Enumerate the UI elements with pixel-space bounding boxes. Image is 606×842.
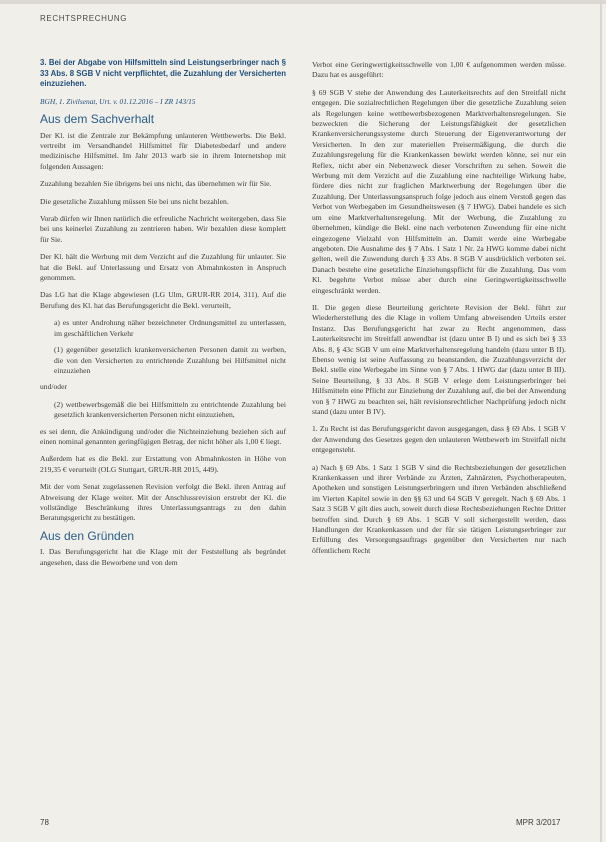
order-item-1: (1) gegenüber gesetzlich krankenversicherten Personen damit zu werben, die von den Versicherten zu entrichtende Zuzahlung bei Hilfsmittel nicht einzuziehen <box>54 345 286 375</box>
page-top-edge <box>0 0 606 4</box>
quote: Zuzahlung bezahlen Sie übrigens bei uns nicht, das übernehmen wir für Sie. <box>40 179 272 189</box>
heading-reasons: Aus den Gründen <box>40 528 135 543</box>
order-item-a: a) es unter Androhung näher bezeichneter Ordnungsmittel zu unterlassen, im geschäftlichen Verkehr <box>54 318 286 338</box>
right-column <box>312 60 566 563</box>
page-gutter <box>600 0 602 842</box>
paragraph: I. Das Berufungsgericht hat die Klage mit der Feststellung als begründet angesehen, dass die Beworbene und von dem <box>40 547 286 567</box>
conjunction: und/oder <box>40 382 67 392</box>
quote: Die gesetzliche Zuzahlung müssen Sie bei uns nicht bezahlen. <box>40 196 229 206</box>
paragraph: a) Nach § 69 Abs. 1 Satz 1 SGB V sind die Rechtsbeziehungen der gesetzlichen Krankenkassen und ihrer Verbände zu Ärzten, Zahnärzten, Psychotherapeuten, Apotheken und sonstigen Leistungserbringern und ihren Verbänden abschließend im Vierten Kapitel sowie in den §§ 63 und 64 SGB V geregelt. Nach § 69 Abs. 1 Satz 3 SGB V gilt dies auch, soweit durch diese Rechtsbeziehungen Rechte Dritter betroffen sind. Durch § 69 Abs. 1 SGB V soll sichergestellt werden, dass Handlungen der Krankenkassen und der für sie tätigen Leistungserbringer zur Erfüllung des Versorgungsauftrags gegenüber den Versicherten nur nach öffentlichem Recht <box>312 462 566 555</box>
quote: Vorab dürfen wir Ihnen natürlich die erfreuliche Nachricht weitergeben, dass Sie bei uns keinerlei Zuzahlung zu zentrieren haben. Wir bezahlen diese komplett für Sie. <box>40 214 286 244</box>
left-column <box>40 58 286 575</box>
paragraph: Das LG hat die Klage abgewiesen (LG Ulm, GRUR-RR 2014, 311). Auf die Berufung des Kl. hat das Berufungsgericht die Bekl. verurteilt, <box>40 290 286 310</box>
paragraph: Außerdem hat es die Bekl. zur Erstattung von Abmahnkosten in Höhe von 219,35 € verurteilt (OLG Stuttgart, GRUR-RR 2015, 449). <box>40 454 286 474</box>
running-head: RECHTSPRECHUNG <box>40 14 128 23</box>
paragraph: Mit der vom Senat zugelassenen Revision verfolgt die Bekl. ihren Antrag auf Abweisung der Klage weiter. Mit der Anschlussrevision erstrebt der Kl. die vollständige Beschränkung ihres Unterlassungsantrags zu den dahin Beratungsgericht zu bestätigen. <box>40 482 286 523</box>
paragraph: II. Die gegen diese Beurteilung gerichtete Revision der Bekl. führt zur Wiederherstellung des die Klage in vollem Umfang abweisenden Urteils erster Instanz. Das Berufungsgericht hat zwar zu Recht angenommen, dass Lauterkeitsrecht im Streitfall anwendbar ist (dazu unter B I) und es sich bei § 33 Abs. 8, § 43c SGB V um eine Marktverhaltensregelung handeln (dazu unter B II). Ebenso wenig ist seine Auffassung zu beanstanden, die Zuzahlungsverzicht der Bekl. stelle eine Werbegabe im Sinne von § 7 Abs. 1 HWG dar (dazu unter B III). Seine Beurteilung, § 33 Abs. 8 SGB V erlege dem Leistungserbringer bei Hilfsmitteln eine Pflicht zur Einziehung der Zuzahlung auf, die bei der Anwendung von § 7 HWG zu beachten sei, hält revisionsrechtlicher Nachprüfung jedoch nicht stand (dazu unter B IV). <box>312 302 566 416</box>
paragraph: Verbot eine Geringwertigkeitsschwelle von 1,00 € aufgenommen werden müsse. Dazu hat es ausgeführt: <box>312 60 566 80</box>
order-item-2: (2) wettbewerbsgemäß die bei Hilfsmitteln zu entrichtende Zuzahlung bei gesetzlich krankenversicherten Personen nicht einzuziehen, <box>54 399 286 420</box>
journal-issue: MPR 3/2017 <box>516 818 561 827</box>
page-number: 78 <box>40 818 49 827</box>
paragraph: Der Kl. ist die Zentrale zur Bekämpfung unlauteren Wettbewerbs. Die Bekl. vertreibt im Versandhandel Hilfsmittel für Diabetesbedarf und andere medizinische Hilfsmittel. Im Jahr 2013 warb sie in ihrem Internetshop mit folgenden Aussagen: <box>40 130 286 171</box>
paragraph: es sei denn, die Ankündigung und/oder die Nichteinziehung beziehen sich auf einen nominal genannten geringfügigen Betrag, der nicht höher als 1,00 € liegt. <box>40 426 286 446</box>
paragraph: 1. Zu Recht ist das Berufungsgericht davon ausgegangen, dass § 69 Abs. 1 SGB V der Anwendung des Gesetzes gegen den unlauteren Wettbewerb im Streitfall nicht entgegensteht. <box>312 424 566 455</box>
paragraph: § 69 SGB V stehe der Anwendung des Lauterkeitsrechts auf den Streitfall nicht entgegen. Die sozialrechtlichen Regelungen über die gesetzliche Zuzahlung seien als Regelungen keine wettbewerbsbezogenen Marktverhaltensregelungen. Sie bezweckten die Sicherung der Leistungsfähigkeit der gesetzlichen Krankenversicherungssysteme durch Steuerung der Eigenverantwortung der Versicherten. In den zur materiellen Preisermäßigung, die durch die Zuzahlungsregelung für die Krankenkassen bewirkt werden könne, sei nur ein Reflex, nicht aber ein Nebenzweck dieser Vorschriften zu sehen. Soweit die Werbung mit dem Verzicht auf die Zuzahlung eine nachteilige Wirkung habe, fördere dies nicht zur fraglichen Marktwerbung der Regelungen über die Zuzahlung. Der Unterlassungsanspruch folge jedoch aus einem Verstoß gegen das Verbot von Werbegaben im Gesundheitswesen (§ 7 HWG). Dabei handele es sich um eine Marktverhaltensregelung. Mit der Werbung, die Zuzahlung zu übernehmen, kündige die Bekl. eine nach verbotenen Zuwendung für eine nicht eingezogene Vielzahl von Hilfsmitteln an. Damit werde eine Werbegabe angeboten. Die Ausnahme des § 7 Abs. 1 Satz 1 Nr. 2a HWG komme dabei nicht gelten, weil die Zuwendung durch § 33 Abs. 8 SGB V ausdrücklich verboten sei. Danach bestehe eine gesetzliche Einziehungspflicht für die Zuzahlung. Das vom Kl. begehrte Verbot müsse aber durch eine Geringwertigkeitsschwelle eingeschränkt werden. <box>312 87 566 295</box>
paragraph: Der Kl. hält die Werbung mit dem Verzicht auf die Zuzahlung für unlauter. Sie hat die Bekl. auf Unterlassung und Ersatz von Abmahnkosten in Anspruch genommen. <box>40 252 286 283</box>
case-citation: BGH, 1. Zivilsenat, Urt. v. 01.12.2016 – I ZR 143/15 <box>40 96 196 106</box>
headnote: 3. Bei der Abgabe von Hilfsmitteln sind Leistungserbringer nach § 33 Abs. 8 SGB V nicht verpflichtet, die Zuzahlung der Versicherten einzuziehen. <box>40 58 286 89</box>
heading-facts: Aus dem Sachverhalt <box>40 112 155 127</box>
